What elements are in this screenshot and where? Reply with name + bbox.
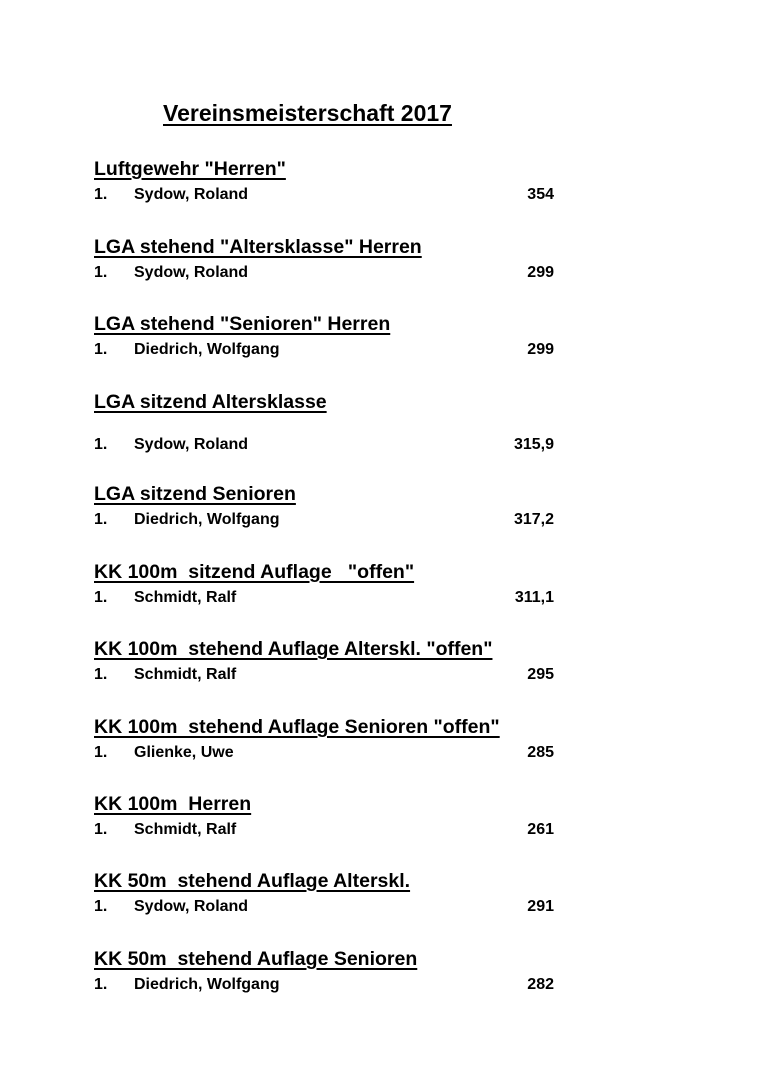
result-row — [94, 743, 564, 763]
shooter-name: Glienke, Uwe — [134, 744, 234, 761]
score: 282 — [527, 976, 554, 993]
shooter-name: Sydow, Roland — [134, 186, 249, 203]
result-row — [94, 510, 564, 530]
rank: 1. — [94, 744, 108, 761]
section-title: LGA sitzend Altersklasse — [94, 391, 327, 413]
section-title: Luftgewehr "Herren" — [94, 158, 286, 180]
result-section — [94, 715, 564, 763]
shooter-name: Diedrich, Wolfgang — [134, 511, 280, 528]
score: 285 — [527, 744, 554, 761]
score: 299 — [527, 341, 554, 358]
rank: 1. — [94, 511, 108, 528]
shooter-name: Schmidt, Ralf — [134, 821, 237, 838]
section-title: LGA sitzend Senioren — [94, 483, 296, 505]
rank: 1. — [94, 821, 108, 838]
score: 261 — [527, 821, 554, 838]
rank: 1. — [94, 898, 108, 915]
result-row — [94, 975, 564, 995]
section-title: LGA stehend "Altersklasse" Herren — [94, 236, 422, 258]
section-title: KK 100m sitzend Auflage "offen" — [94, 561, 415, 583]
result-section — [94, 157, 564, 205]
result-row — [94, 820, 564, 840]
shooter-name: Diedrich, Wolfgang — [134, 976, 280, 993]
score: 299 — [527, 264, 554, 281]
result-row — [94, 588, 564, 608]
result-row — [94, 185, 564, 205]
score: 354 — [527, 186, 554, 203]
rank: 1. — [94, 976, 108, 993]
result-section — [94, 482, 564, 530]
score: 295 — [527, 666, 554, 683]
section-title: KK 50m stehend Auflage Senioren — [94, 948, 418, 970]
result-section — [94, 792, 564, 840]
section-title: KK 100m Herren — [94, 793, 252, 815]
section-title: KK 50m stehend Auflage Alterskl. — [94, 870, 411, 892]
shooter-name: Sydow, Roland — [134, 264, 249, 281]
result-row — [94, 665, 564, 685]
section-title: KK 100m stehend Auflage Senioren "offen" — [94, 716, 500, 738]
result-section — [94, 637, 564, 685]
page-title: Vereinsmeisterschaft 2017 — [163, 100, 452, 126]
result-section — [94, 560, 564, 608]
shooter-name: Sydow, Roland — [134, 436, 249, 453]
section-title: KK 100m stehend Auflage Alterskl. "offen" — [94, 638, 493, 660]
rank: 1. — [94, 666, 108, 683]
result-row — [94, 263, 564, 283]
result-row — [94, 897, 564, 917]
score: 311,1 — [514, 589, 554, 606]
shooter-name: Schmidt, Ralf — [134, 666, 237, 683]
shooter-name: Sydow, Roland — [134, 898, 249, 915]
score: 315,9 — [513, 436, 554, 453]
rank: 1. — [94, 436, 108, 453]
result-section — [94, 235, 564, 283]
shooter-name: Schmidt, Ralf — [134, 589, 237, 606]
shooter-name: Diedrich, Wolfgang — [134, 341, 280, 358]
section-title: LGA stehend "Senioren" Herren — [94, 313, 391, 335]
result-row — [94, 340, 564, 360]
result-row — [94, 435, 564, 455]
result-section — [94, 947, 564, 995]
result-section — [94, 390, 564, 455]
result-section — [94, 869, 564, 917]
score: 291 — [527, 898, 554, 915]
rank: 1. — [94, 341, 108, 358]
score: 317,2 — [513, 511, 554, 528]
rank: 1. — [94, 264, 108, 281]
result-section — [94, 312, 564, 360]
rank: 1. — [94, 186, 108, 203]
rank: 1. — [94, 589, 108, 606]
